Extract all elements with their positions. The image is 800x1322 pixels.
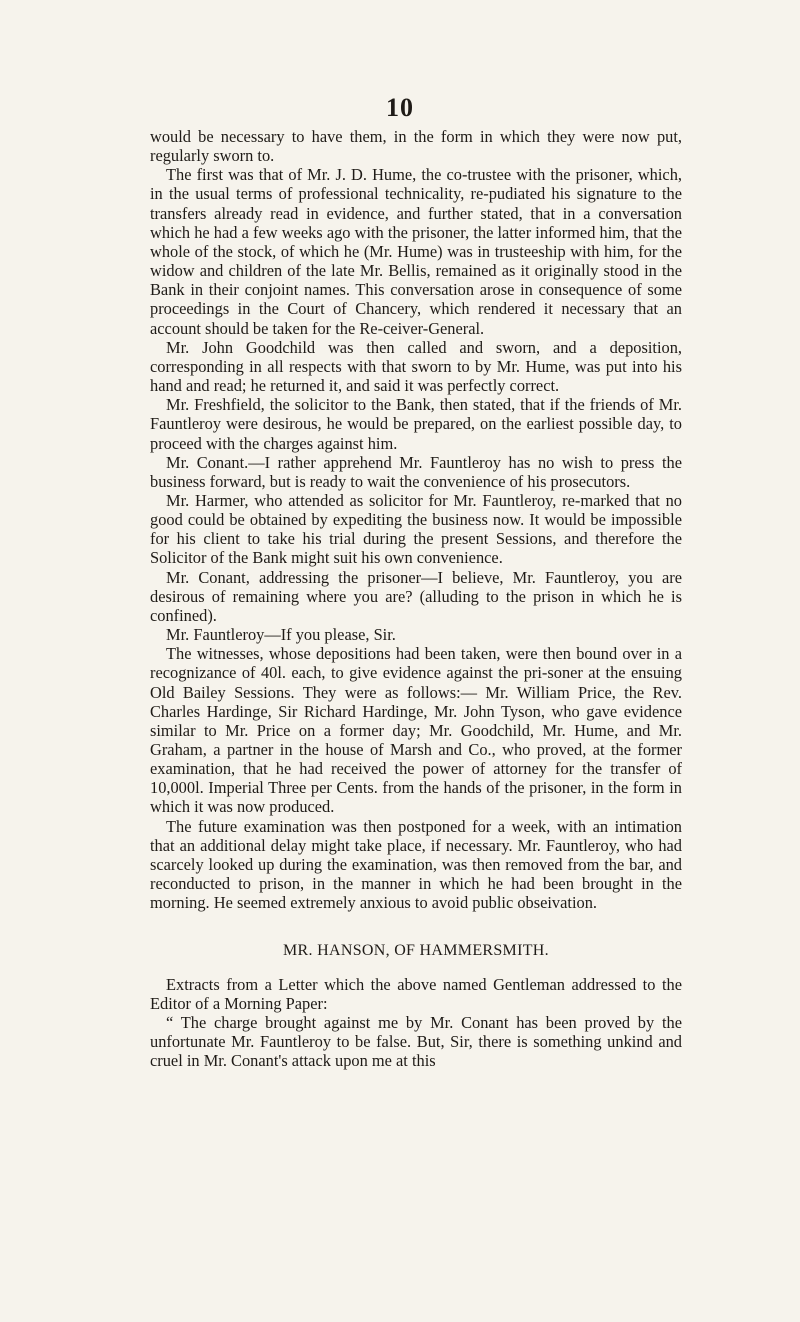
paragraph-conant-reply: Mr. Conant.—I rather apprehend Mr. Fauntleroy has no wish to press the business forward, but is ready to wait the convenience of his prosecutors. xyxy=(150,452,682,491)
paragraph-goodchild-sworn: Mr. John Goodchild was then called and sworn, and a deposition, corresponding in all respects with that sworn to by Mr. Hume, was put into his hand and read; he returned it, and said it was perfectly correct. xyxy=(150,337,682,396)
section-quote: “ The charge brought against me by Mr. Conant has been proved by the unfortunate Mr. Fauntleroy to be false. But, Sir, there is something unkind and cruel in Mr. Conant's attack upon me at this xyxy=(150,1012,682,1071)
paragraph-freshfield-statement: Mr. Freshfield, the solicitor to the Bank, then stated, that if the friends of Mr. Fauntleroy were desirous, he would be prepared, on the earliest possible day, to proceed with the charges against him. xyxy=(150,395,682,453)
page-body xyxy=(150,127,682,1070)
paragraph-examination-postponed: The future examination was then postponed for a week, with an intimation that an additional delay might take place, if necessary. Mr. Fauntleroy, who had scarcely looked up during the examination, was then removed from the bar, and reconducted to prison, in the manner in which he had been brought in the morning. He seemed extremely anxious to avoid public obseivation. xyxy=(150,816,682,913)
paragraph-conant-question: Mr. Conant, addressing the prisoner—I believe, Mr. Fauntleroy, you are desirous of remaining where you are? (alluding to the prison in which he is confined). xyxy=(150,567,682,625)
paragraph-continuation: would be necessary to have them, in the form in which they were now put, regularly sworn to. xyxy=(150,127,682,166)
paragraph-fauntleroy-answer: Mr. Fauntleroy—If you please, Sir. xyxy=(166,625,396,645)
section-intro: Extracts from a Letter which the above named Gentleman addressed to the Editor of a Morning Paper: xyxy=(150,974,682,1013)
paragraph-harmer-remark: Mr. Harmer, who attended as solicitor for Mr. Fauntleroy, re-marked that no good could be obtained by expediting the business now. It would be impossible for his client to take his trial during the present Sessions, and therefore the Solicitor of the Bank might suit his own convenience. xyxy=(150,490,682,568)
paragraph-hume-deposition: The first was that of Mr. J. D. Hume, the co-trustee with the prisoner, which, in the usual terms of professional technicality, re-pudiated his signature to the transfers already read in evidence, and further stated, that in a conversation which he had a few weeks ago with the prisoner, the latter informed him, that the whole of the stock, of which he (Mr. Hume) was in trusteeship with him, for the widow and children of the late Mr. Bellis, remained as it originally stood in the Bank in their conjoint names. This conversation arose in consequence of some proceedings in the Court of Chancery, which rendered it necessary that an account should be taken for the Re-ceiver-General. xyxy=(150,165,682,338)
section-heading: MR. HANSON, OF HAMMERSMITH. xyxy=(283,942,549,960)
page-number: 10 xyxy=(386,93,414,122)
paragraph-witnesses-bound: The witnesses, whose depositions had been taken, were then bound over in a recognizance of 40l. each, to give evidence against the pri-soner at the ensuing Old Bailey Sessions. They were as follows:— Mr. William Price, the Rev. Charles Hardinge, Sir Richard Hardinge, Mr. John Tyson, who gave evidence similar to Mr. Price on a former day; Mr. Goodchild, Mr. Hume, and Mr. Graham, a partner in the house of Marsh and Co., who proved, at the former examination, that he had received the power of attorney for the transfer of 10,000l. Imperial Three per Cents. from the hands of the prisoner, in the form in which it was now produced. xyxy=(150,644,682,817)
